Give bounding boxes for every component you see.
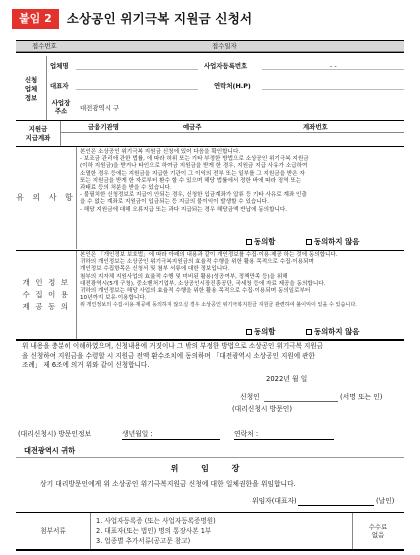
notice-line: (이하 지원금)을 받거나 타인으로 하여금 지원금을 받게 한 경우, 지원금 지급 사유가 소급하여 — [80, 163, 308, 170]
address-field[interactable] — [76, 96, 404, 118]
phone-field[interactable] — [262, 76, 404, 90]
attachment-badge: 붙임 2 — [12, 9, 59, 29]
addressee: 대전광역시 귀하 — [24, 446, 76, 455]
attachment-item: 1. 사업자등록증 (또는 사업자등록증명원) — [96, 517, 216, 525]
privacy-agree-checkbox[interactable] — [246, 329, 252, 335]
representative-label: 대표자 — [50, 82, 69, 90]
notice-line: 또는 지원금을 받게 한 자로부터 환수 할 수 있으며 해당 법률에서 정한 바에 따라 징역 또는 — [80, 177, 302, 184]
applicant-sign-label: 신청인 — [240, 393, 260, 401]
business-no-label: 사업자등록번호 — [204, 62, 248, 70]
privacy-agree-label: 동의함 — [254, 327, 276, 336]
privacy-line: 본인은 「개인정보 보호법」에 따라 아래의 내용과 같이 개인정보를 수집·이용·제공 하는 것에 동의합니다. — [80, 252, 338, 258]
attachments-list — [96, 516, 216, 546]
company-name-field[interactable] — [76, 58, 198, 70]
account-section-label — [16, 122, 60, 146]
proxy-birth-field[interactable] — [122, 439, 220, 440]
privacy-label — [16, 251, 76, 339]
attachments-label: 첨부서류 — [40, 526, 66, 535]
declaration-line: 을 신청하여 지원금을 수령할 시 지원금 전액 환수조치에 동의하며 「대전광역시 소상공인 지원에 관한 — [22, 351, 315, 360]
notice-disagree-checkbox[interactable] — [306, 239, 312, 245]
notice-line: - 해당 지원금에 대해 오류지급 또는 과다 지급되는 경우 해당금액 반납에 동의합니다. — [80, 206, 288, 213]
privacy-disagree-checkbox[interactable] — [306, 329, 312, 335]
receipt-date-label: 접수일자 — [212, 42, 237, 50]
attachment-item: 3. 업종별 추가서류(공고문 참고) — [96, 537, 191, 545]
delegator-label: 위임자(대표자) — [252, 497, 297, 505]
proxy-hint: (대리신청시 방문인) — [232, 405, 292, 413]
delegation-title: 위 임 장 — [170, 464, 250, 473]
address-label-line-2: 주소 — [54, 107, 68, 115]
notice-text — [80, 149, 402, 214]
receipt-number-label: 접수번호 — [32, 42, 57, 50]
applicant-section-line-3: 정보 — [24, 93, 38, 102]
notice-label: 유 의 사 항 — [16, 193, 76, 202]
receipt-bar — [16, 40, 404, 52]
notice-line: - 불필치한 신청정보로 지급이 안되는 경우, 신청한 입금계좌가 압류 등 기타 사유로 계좌 인출 — [80, 192, 307, 199]
phone-label: 연락처(H.P) — [214, 82, 251, 90]
notice-disagree-option[interactable] — [306, 237, 359, 246]
notice-line: 본인은 소상공인 위기극복 지원금 신청에 있어 다음을 확인합니다. — [80, 149, 241, 155]
privacy-line: 첨부의 지자체 지원사업의 효율적 수행 및 미비된 활용(성공여부, 정책만족 등)을 위해 — [80, 273, 288, 280]
applicant-section-label — [16, 58, 46, 120]
signature-line[interactable] — [264, 401, 338, 402]
privacy-line: 위 개인정보의 수집·이용·제공에 동의하지 않으실 경우 소상공인 위기극복지원금 지원금 관련하여 불이익이 있을 수 있습니다. — [80, 302, 357, 309]
declaration-text — [22, 342, 402, 371]
declaration-line: 조례」 제 6조에 의거 위와 같이 신청합니다. — [22, 361, 150, 369]
privacy-disagree-label: 동의하지 않음 — [314, 327, 360, 336]
form-header — [12, 9, 252, 29]
proxy-visitor-label: (대리신청시) 방문인정보 — [18, 430, 92, 438]
proxy-contact-field[interactable] — [234, 439, 334, 440]
account-holder-label: 예금주 — [183, 123, 202, 131]
notice-disagree-label: 동의하지 않음 — [314, 237, 360, 246]
notice-agree-option[interactable] — [246, 237, 275, 246]
privacy-label-line-2: 수 집 이 용 — [22, 290, 70, 299]
proxy-birth-label: 생년월일 : — [122, 430, 153, 438]
applicant-section-line-1: 신청 — [24, 75, 38, 84]
privacy-disagree-option[interactable] — [306, 327, 359, 336]
applicant-section-line-2: 업체 — [24, 84, 38, 93]
notice-line: 을 수 없는 계좌로 지원금이 입금되는 등 지급의 불이익이 발생할 수 있습니다. — [80, 199, 269, 206]
declaration-date: 2022년 월 일 — [266, 375, 308, 383]
representative-field[interactable] — [76, 76, 198, 90]
privacy-line: 귀하의 개인정보는 소상공인 위기극복지원금의 효율적 수행을 위한 활용 목적으로 수집·이용되며 — [80, 259, 314, 266]
notice-agree-label: 동의함 — [254, 237, 276, 246]
account-section-line-2: 지급계좌 — [25, 134, 51, 142]
attachment-item: 2. 대표자(또는 법인) 명의 통장사본 1부 — [96, 527, 212, 535]
account-input-row[interactable] — [62, 133, 402, 145]
form-title: 소상공인 위기극복 지원금 신청서 — [66, 11, 253, 27]
signature-hint: (서명 또는 인) — [340, 393, 383, 401]
delegator-sign-field[interactable] — [298, 505, 374, 506]
delegator-seal-label: (날인) — [376, 497, 395, 505]
privacy-label-line-1: 개 인 정 보 — [22, 278, 70, 287]
business-no-field[interactable] — [262, 58, 404, 70]
proxy-contact-label: 연락처 : — [234, 430, 259, 438]
delegation-text: 상기 대리방문인에게 위 소상공인 위기극복지원금 신청에 대한 일체권한을 위임합니다. — [40, 480, 296, 488]
fee-label-line-1: 수수료 — [368, 523, 388, 531]
notice-line: 소멸한 경우 등에는 지원금을 지급한 기관이 그 이익의 전부 또는 일부를 그 지원금을 받은 자 — [80, 170, 305, 177]
notice-line: 과태료 등의 처분을 받을 수 있습니다. — [80, 185, 172, 192]
notice-agree-checkbox[interactable] — [246, 239, 252, 245]
account-section-line-1: 지원금 — [28, 125, 48, 133]
account-number-label: 계좌번호 — [303, 123, 328, 131]
privacy-text — [80, 252, 402, 310]
address-label — [47, 96, 75, 118]
fee-label — [352, 513, 404, 549]
privacy-line: 대전광역시(5개 구청), 중소벤처기업부, 소상공인시장진흥공단, 국세청 등에 자료 제공을 동의합니다. — [80, 280, 326, 287]
address-value: 대전광역시 구 — [80, 104, 120, 112]
privacy-line: 개인정보 수집항목은 신청서 및 첨부 서류에 대한 정보입니다. — [80, 266, 230, 273]
bank-name-label: 금융기관명 — [88, 123, 119, 131]
declaration-line: 위 내용을 충분히 이해하였으며, 신청내용에 거짓이나 그 밖의 부정한 방법으로 소상공인 위기극복 지원금 — [22, 342, 324, 350]
fee-label-line-2: 없음 — [371, 531, 385, 539]
privacy-agree-option[interactable] — [246, 327, 275, 336]
privacy-line: 귀하의 개인정보는 해당 사업의 효율적 수행을 위한 활용 목적으로 수집·이용되며 동의일로부터 — [80, 288, 311, 295]
notice-line: - 보조금 관리에 관한 법률, 에 따라 허위 또는 기타 부정한 방법으로 소상공인 위기극복 지원금 — [80, 156, 309, 163]
business-no-value: - - — [330, 62, 337, 70]
company-name-label: 업체명 — [50, 62, 69, 70]
privacy-label-line-3: 제 공 동 의 — [22, 302, 70, 311]
address-label-line-1: 사업장 — [51, 99, 71, 107]
privacy-line: 10년까지 보유·이용합니다. — [80, 295, 147, 302]
